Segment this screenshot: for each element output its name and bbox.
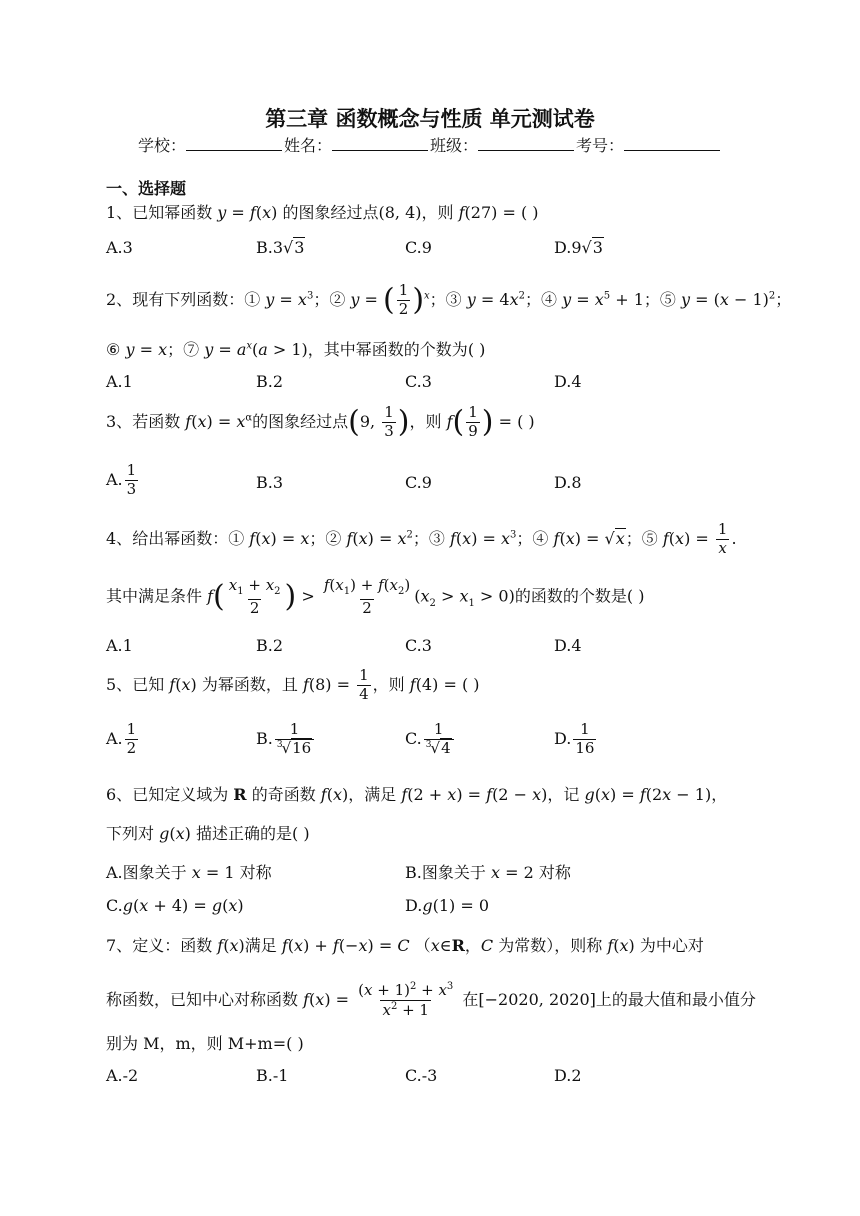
class-label: 班级：: [430, 136, 479, 155]
question-text: 别为 M，m，则 M+m=: [106, 1034, 287, 1053]
question-text: 为幂函数，且: [201, 674, 298, 694]
option-label: B.2: [256, 636, 284, 655]
question-7-line-2: 称函数，已知中心对称函数 f(x) = $\frac{(x + 1)^2 + x^3}{x^2 + 1}$ 在[−2020, 2020]上的最大值和最小值分: [106, 981, 756, 1019]
option-b[interactable]: B.3√3: [256, 238, 305, 257]
option-label: A.图象关于: [106, 863, 187, 882]
question-text: 下列对: [106, 824, 155, 843]
exam-no-blank[interactable]: [624, 136, 720, 151]
option-label: C.: [405, 728, 422, 748]
question-number: 1、: [106, 203, 133, 222]
question-text: 给出幂函数：: [132, 528, 229, 548]
question-text: 已知定义域为: [132, 785, 229, 804]
question-text: （: [414, 936, 431, 955]
option-label: B.图象关于: [405, 863, 486, 882]
option-label: D.2: [554, 1066, 582, 1085]
answer-blank: ( ): [626, 586, 645, 606]
question-text: 满足: [244, 936, 277, 955]
option-label: A.1: [106, 372, 133, 391]
option-label: C.: [106, 896, 123, 915]
option-c[interactable]: [405, 372, 432, 391]
option-label: D.: [554, 728, 572, 748]
option-b[interactable]: [256, 372, 283, 391]
school-label: 学校：: [137, 136, 186, 155]
student-info-line: [0, 133, 860, 156]
question-text: ，则: [372, 674, 405, 694]
question-number: 6、: [106, 785, 133, 804]
option-a[interactable]: A.图象关于 x = 1 对称: [106, 863, 272, 882]
option-label: B.: [256, 728, 273, 748]
question-text: 现有下列函数：: [132, 289, 245, 309]
question-text: 上的最大值和最小值分: [595, 989, 756, 1009]
question-text: 的图象经过点: [252, 411, 349, 431]
option-label: C.-3: [405, 1066, 438, 1085]
option-a[interactable]: [106, 636, 133, 655]
option-label: C.3: [405, 372, 432, 391]
question-text: 已知: [132, 674, 165, 694]
school-blank[interactable]: [186, 136, 282, 151]
question-5: 5、已知 f(x) 为幂函数，且 f(8) = $\frac{1}{4}$ ，则 f(4) = ( ): [106, 666, 480, 703]
answer-blank: ( ): [517, 411, 535, 431]
option-c[interactable]: C.g(x + 4) = g(x): [106, 896, 244, 915]
option-b[interactable]: [256, 473, 283, 492]
option-c[interactable]: [405, 473, 432, 492]
option-a[interactable]: A. $\frac{1}{2}$: [106, 720, 137, 757]
option-label: D.4: [554, 636, 582, 655]
answer-blank: ( ): [461, 674, 480, 694]
option-d[interactable]: D.g(1) = 0: [405, 896, 490, 915]
question-text: ，则: [421, 203, 454, 222]
option-text: 对称: [538, 863, 571, 882]
question-text: 的奇函数: [251, 785, 316, 804]
question-text: 其中满足条件: [106, 586, 203, 606]
option-label: B.3: [256, 473, 284, 492]
question-number: 2、: [106, 289, 133, 309]
answer-blank: ( ): [286, 1034, 304, 1053]
option-c[interactable]: [405, 1066, 437, 1085]
question-number: 3、: [106, 411, 133, 431]
page-title: 第三章 函数概念与性质 单元测试卷: [265, 106, 595, 131]
option-d[interactable]: D.9√3: [554, 238, 603, 257]
option-c[interactable]: [405, 238, 432, 257]
question-text: ，满足: [348, 785, 397, 804]
question-text: 若函数: [132, 411, 181, 431]
answer-blank: ( ): [291, 824, 310, 843]
option-label: A.: [106, 469, 123, 489]
name-blank[interactable]: [332, 136, 428, 151]
question-text: ，记: [547, 785, 580, 804]
exam-no-label: 考号：: [576, 136, 625, 155]
option-text: 对称: [239, 863, 272, 882]
option-a[interactable]: [106, 1066, 138, 1085]
question-text: ，: [464, 936, 481, 955]
option-c[interactable]: C. $\frac{1}{^3√4}$: [405, 722, 456, 757]
question-text: ，则: [409, 411, 442, 431]
option-label: D.4: [554, 372, 582, 391]
option-label: B.3: [256, 238, 284, 257]
question-1: 1、已知幂函数 y = f(x) 的图象经过点(8, 4)，则 f(27) = ( ): [106, 203, 539, 222]
question-number: 5、: [106, 674, 133, 694]
option-c[interactable]: [405, 636, 432, 655]
section-title: 一、选择题: [106, 179, 187, 198]
question-text: 为常数），则称: [498, 936, 603, 955]
option-b[interactable]: [256, 636, 283, 655]
question-text: 定义：函数: [132, 936, 213, 955]
option-b[interactable]: [256, 1066, 288, 1085]
option-b[interactable]: B. $\frac{1}{^3√16}$: [256, 722, 316, 757]
question-text: 称函数，已知中心对称函数: [106, 989, 299, 1009]
option-label: D.: [405, 896, 423, 915]
question-text: 的函数的个数是: [514, 586, 627, 606]
option-label: A.1: [106, 636, 133, 655]
question-6: 6、已知定义域为 R 的奇函数 f(x)，满足 f(2 + x) = f(2 − x)，记 g(x) = f(2x − 1)，: [106, 785, 728, 804]
option-label: B.-1: [256, 1066, 289, 1085]
option-d[interactable]: [554, 473, 582, 492]
option-label: D.8: [554, 473, 582, 492]
option-label: A.: [106, 728, 123, 748]
question-text: 为中心对: [639, 936, 704, 955]
option-a[interactable]: [106, 372, 133, 391]
question-number: 7、: [106, 936, 133, 955]
option-label: C.9: [405, 238, 432, 257]
option-label: B.2: [256, 372, 284, 391]
name-label: 姓名：: [283, 136, 332, 155]
question-2-line-2: ⑥ y = x；⑦ $y = a^x(a > 1)$，其中幂函数的个数为( ): [106, 340, 486, 359]
option-d[interactable]: [554, 372, 582, 391]
question-text: 的图象经过点: [282, 203, 379, 222]
option-b[interactable]: B.图象关于 x = 2 对称: [405, 863, 571, 882]
question-text: ，其中幂函数的个数为: [307, 340, 468, 359]
answer-blank: ( ): [520, 203, 539, 222]
question-2: 2、现有下列函数：① $y = x^3$；② y = ( $\frac{1}{2}$ )$^x$；③ $y = 4x^2$；④ $y = x^5 + 1$；⑤ $y = (x - 1)^2$；: [106, 281, 792, 318]
question-text: 描述正确的是: [195, 824, 292, 843]
option-label: C.3: [405, 636, 432, 655]
option-label: C.9: [405, 473, 432, 492]
question-text: 已知幂函数: [132, 203, 213, 222]
question-text: 在: [462, 989, 479, 1009]
option-d[interactable]: D. $\frac{1}{16}$: [554, 720, 595, 757]
class-blank[interactable]: [478, 136, 574, 151]
question-7: 7、定义：函数 f(x)满足 f(x) + f(−x) = C （x∈R，C 为常数），则称 f(x) 为中心对: [106, 936, 704, 955]
question-7-line-3: [106, 1031, 304, 1054]
option-label: A.3: [106, 238, 133, 257]
question-3: 3、若函数 $f(x) = x^\alpha$的图象经过点(9, $\frac{1}{3}$ )，则 f( $\frac{1}{9}$ ) = ( ): [106, 403, 535, 440]
option-d[interactable]: [554, 636, 582, 655]
question-4: 4、给出幂函数：① f(x) = x；② $f(x) = x^2$；③ $f(x) = x^3$；④ f(x) = √x；⑤ f(x) = $\frac{1}{x}$ .: [106, 520, 737, 557]
option-label: A.-2: [106, 1066, 139, 1085]
option-label: D.9: [554, 238, 582, 257]
option-a[interactable]: A. $\frac{1}{3}$: [106, 461, 137, 498]
option-d[interactable]: [554, 1066, 582, 1085]
question-4-line-2: 其中满足条件 f( $\frac{x_1 + x_2}{2}$ ) > $\frac{f(x_1) + f(x_2)}{2}$ $(x_2 > x_1 > 0)$的函数的个数是( ): [106, 576, 645, 617]
option-a[interactable]: [106, 238, 133, 257]
question-number: 4、: [106, 528, 133, 548]
question-6-line-2: 下列对 g(x) 描述正确的是( ): [106, 824, 310, 843]
answer-blank: ( ): [467, 340, 486, 359]
